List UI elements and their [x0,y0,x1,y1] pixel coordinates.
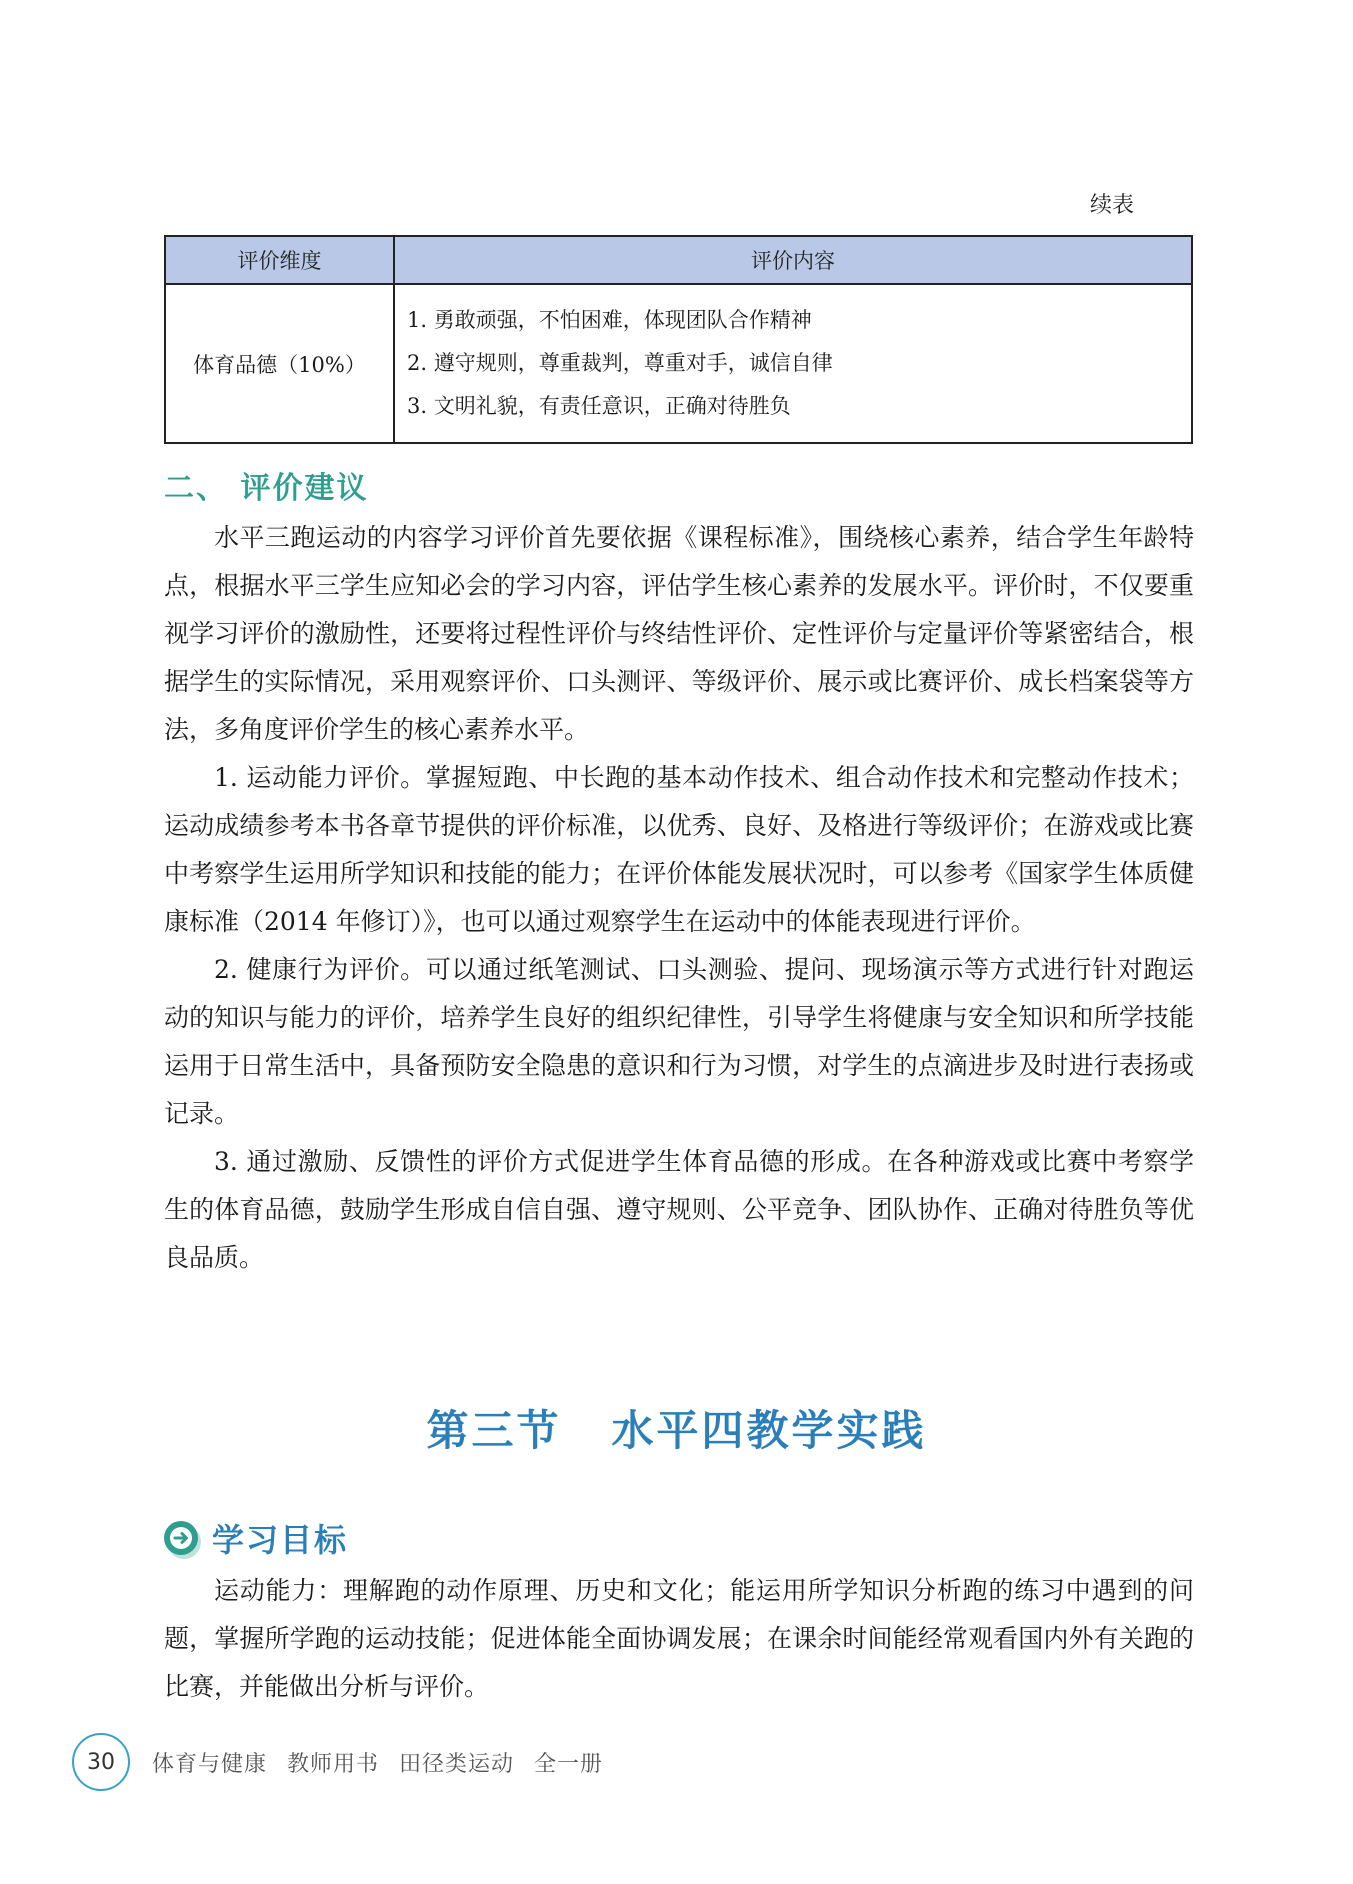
continued-table-label: 续表 [1090,193,1135,218]
section-heading-evaluation-advice: 二、 评价建议 [164,471,369,506]
learning-goals-heading [164,1515,348,1561]
evaluation-advice-body [164,514,1194,1282]
learning-goals-title: 学习目标 [212,1521,349,1559]
criterion-item: 3. 文明礼貌，有责任意识，正确对待胜负 [407,394,791,418]
chapter-title [0,1398,1353,1458]
learning-goals-body [164,1567,1194,1711]
paragraph: 运动能力：理解跑的动作原理、历史和文化；能运用所学知识分析跑的练习中遇到的问题，掌握所学跑的运动技能；促进体能全面协调发展；在课余时间能经常观看国内外有关跑的比赛，并能做出分析与评价。 [164,1576,1194,1701]
arrow-right-circle-icon [164,1521,198,1555]
header-dimension: 评价维度 [165,236,394,284]
evaluation-table [164,235,1193,444]
paragraph: 2. 健康行为评价。可以通过纸笔测试、口头测验、提问、现场演示等方式进行针对跑运动的知识与能力的评价，培养学生良好的组织纪律性，引导学生将健康与安全知识和所学技能运用于日常生活中，具备预防安全隐患的意识和行为习惯，对学生的点滴进步及时进行表扬或记录。 [164,955,1194,1128]
page-number: 30 [72,1733,130,1791]
header-content: 评价内容 [394,236,1192,284]
criterion-item: 1. 勇敢顽强，不怕困难，体现团队合作精神 [407,308,812,332]
chapter-number: 第三节 [426,1406,562,1455]
criterion-item: 2. 遵守规则，尊重裁判，尊重对手，诚信自律 [407,351,833,375]
paragraph: 1. 运动能力评价。掌握短跑、中长跑的基本动作技术、组合动作技术和完整动作技术；运动成绩参考本书各章节提供的评价标准，以优秀、良好、及格进行等级评价；在游戏或比赛中考察学生运用所学知识和技能的能力；在评价体能发展状况时，可以参考《国家学生体质健康标准（2014 年修订）》，也可以通过观察学生在运动中的体能表现进行评价。 [164,763,1194,936]
chapter-name: 水平四教学实践 [611,1406,927,1455]
book-title: 体育与健康 教师用书 田径类运动 全一册 [152,1751,603,1777]
paragraph: 水平三跑运动的内容学习评价首先要依据《课程标准》，围绕核心素养，结合学生年龄特点，根据水平三学生应知必会的学习内容，评估学生核心素养的发展水平。评价时，不仅要重视学习评价的激励性，还要将过程性评价与终结性评价、定性评价与定量评价等紧密结合，根据学生的实际情况，采用观察评价、口头测评、等级评价、展示或比赛评价、成长档案袋等方法，多角度评价学生的核心素养水平。 [164,523,1194,744]
table-row [165,284,1192,443]
paragraph: 3. 通过激励、反馈性的评价方式促进学生体育品德的形成。在各种游戏或比赛中考察学生的体育品德，鼓励学生形成自信自强、遵守规则、公平竞争、团队协作、正确对待胜负等优良品质。 [164,1147,1194,1272]
page-footer [72,1733,603,1791]
criteria-cell [394,284,1192,443]
dimension-cell: 体育品德（10%） [165,284,394,443]
table-header-row [165,236,1192,284]
